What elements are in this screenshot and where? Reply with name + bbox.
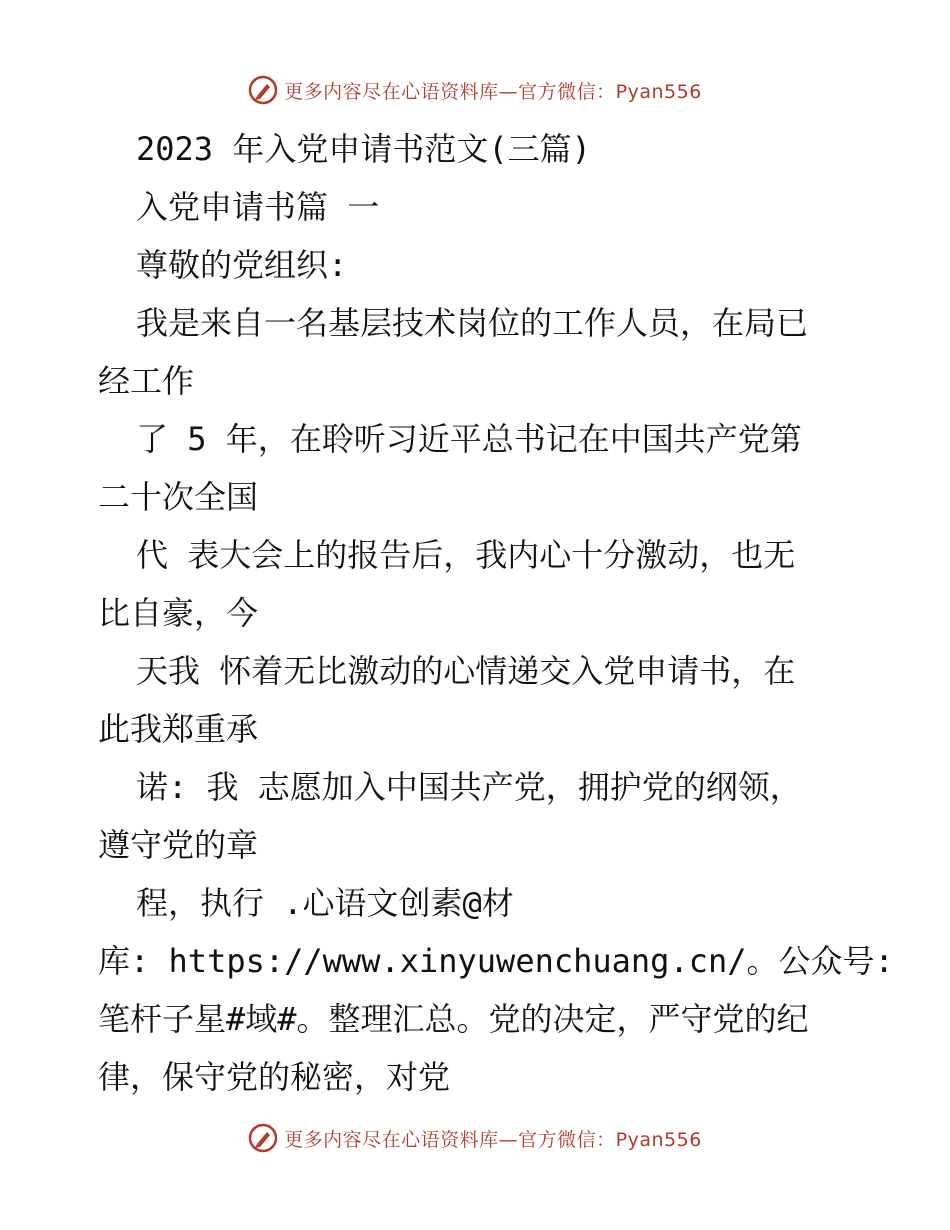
body-line: 我是来自一名基层技术岗位的工作人员，在局已 bbox=[136, 304, 809, 342]
header-banner bbox=[0, 70, 950, 110]
document-title: 2023 年入党申请书范文(三篇) bbox=[136, 130, 591, 168]
footer-banner bbox=[0, 1118, 950, 1158]
body-line: 代 表大会上的报告后，我内心十分激动，也无 bbox=[136, 536, 796, 574]
pen-logo-icon bbox=[248, 75, 278, 105]
salutation: 尊敬的党组织: bbox=[136, 246, 348, 284]
footer-banner-text: 更多内容尽在心语资料库—官方微信：Pyan556 bbox=[284, 1128, 702, 1151]
body-line: 律，保守党的秘密，对党 bbox=[98, 1058, 451, 1096]
body-line: 库: https://www.xinyuwenchuang.cn/。公众号: bbox=[98, 942, 894, 980]
section-heading: 入党申请书篇 一 bbox=[136, 188, 380, 226]
body-line: 此我郑重承 bbox=[98, 710, 259, 748]
body-line: 天我 怀着无比激动的心情递交入党申请书，在 bbox=[136, 652, 796, 690]
header-banner-text: 更多内容尽在心语资料库—官方微信：Pyan556 bbox=[284, 80, 702, 103]
document-body bbox=[98, 120, 894, 1106]
pen-logo-icon bbox=[248, 1123, 278, 1153]
body-line: 二十次全国 bbox=[98, 478, 259, 516]
body-line: 了 5 年，在聆听习近平总书记在中国共产党第 bbox=[136, 420, 802, 458]
body-line: 诺: 我 志愿加入中国共产党，拥护党的纲领， bbox=[136, 768, 802, 806]
body-line: 遵守党的章 bbox=[98, 826, 259, 864]
body-line: 比自豪，今 bbox=[98, 594, 259, 632]
body-line: 笔杆子星#域#。整理汇总。党的决定，严守党的纪 bbox=[98, 1000, 809, 1038]
body-line: 经工作 bbox=[98, 362, 195, 400]
body-line: 程，执行 .心语文创素@材 bbox=[136, 884, 514, 922]
